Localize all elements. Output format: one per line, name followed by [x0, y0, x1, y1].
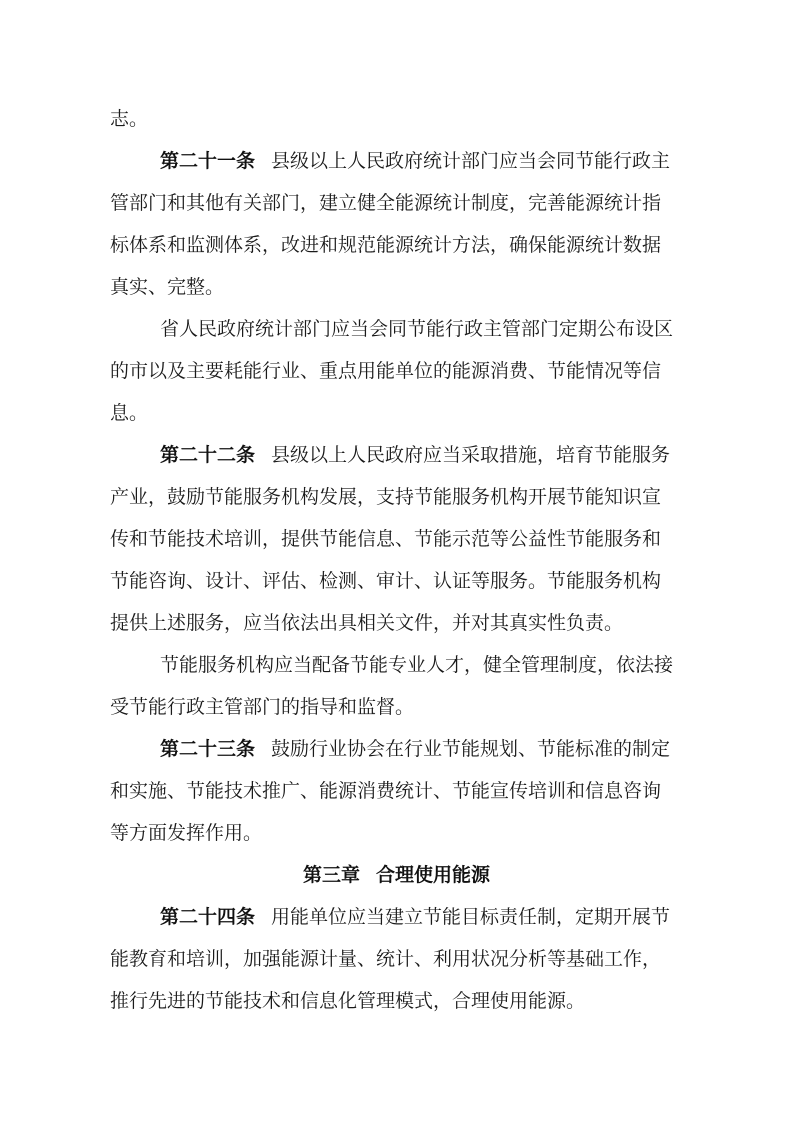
text-line	[160, 313, 673, 345]
paragraph-text: 推行先进的节能技术和信息化管理模式，合理使用能源。	[110, 990, 586, 1012]
paragraph-text: 息。	[110, 402, 149, 424]
text-line	[110, 943, 661, 975]
paragraph-text: 县级以上人民政府应当采取措施，培育节能服务	[271, 444, 671, 466]
paragraph-text: 用能单位应当建立节能目标责任制，定期开展节	[271, 906, 671, 928]
text-line	[110, 355, 661, 387]
paragraph-text: 鼓励行业协会在行业节能规划、节能标准的制定	[271, 738, 671, 760]
text-line	[110, 103, 148, 135]
article-21-heading: 第二十一条	[160, 150, 256, 172]
chapter-title: 合理使用能源	[376, 864, 491, 886]
article-22-line-1	[160, 439, 670, 471]
paragraph-text: 管部门和其他有关部门，建立健全能源统计制度，完善能源统计指	[110, 192, 662, 214]
text-line	[110, 691, 414, 723]
article-24-line-1	[160, 901, 670, 933]
text-line	[110, 607, 623, 639]
paragraph-text: 产业，鼓励节能服务机构发展，支持节能服务机构开展节能知识宣	[110, 486, 662, 508]
text-line	[160, 649, 673, 681]
chapter-heading	[303, 859, 490, 891]
paragraph-text: 县级以上人民政府统计部门应当会同节能行政主	[271, 150, 671, 172]
paragraph-text: 等方面发挥作用。	[110, 822, 263, 844]
paragraph-text: 标体系和监测体系，改进和规范能源统计方法，确保能源统计数据	[110, 234, 662, 256]
text-line	[110, 271, 224, 303]
paragraph-text: 提供上述服务，应当依法出具相关文件，并对其真实性负责。	[110, 612, 624, 634]
paragraph-text: 真实、完整。	[110, 276, 225, 298]
paragraph-text: 志。	[110, 108, 149, 130]
article-22-heading: 第二十二条	[160, 444, 256, 466]
paragraph-text: 省人民政府统计部门应当会同节能行政主管部门定期公布设区	[160, 318, 674, 340]
paragraph-text: 节能咨询、设计、评估、检测、审计、认证等服务。节能服务机构	[110, 570, 662, 592]
text-line	[110, 817, 262, 849]
text-line	[110, 775, 661, 807]
paragraph-text: 能教育和培训，加强能源计量、统计、利用状况分析等基础工作，	[110, 948, 662, 970]
paragraph-text: 受节能行政主管部门的指导和监督。	[110, 696, 415, 718]
paragraph-text: 和实施、节能技术推广、能源消费统计、节能宣传培训和信息咨询	[110, 780, 662, 802]
text-line	[110, 187, 661, 219]
article-21-line-1	[160, 145, 670, 177]
article-24-heading: 第二十四条	[160, 906, 256, 928]
article-23-heading: 第二十三条	[160, 738, 256, 760]
text-line	[110, 229, 661, 261]
article-23-line-1	[160, 733, 670, 765]
paragraph-text: 节能服务机构应当配备节能专业人才，健全管理制度，依法接	[160, 654, 674, 676]
paragraph-text: 的市以及主要耗能行业、重点用能单位的能源消费、节能情况等信	[110, 360, 662, 382]
chapter-number: 第三章	[303, 864, 361, 886]
paragraph-text: 传和节能技术培训，提供节能信息、节能示范等公益性节能服务和	[110, 528, 662, 550]
text-line	[110, 397, 148, 429]
text-line	[110, 565, 661, 597]
text-line	[110, 481, 661, 513]
text-line	[110, 523, 661, 555]
text-line	[110, 985, 585, 1017]
